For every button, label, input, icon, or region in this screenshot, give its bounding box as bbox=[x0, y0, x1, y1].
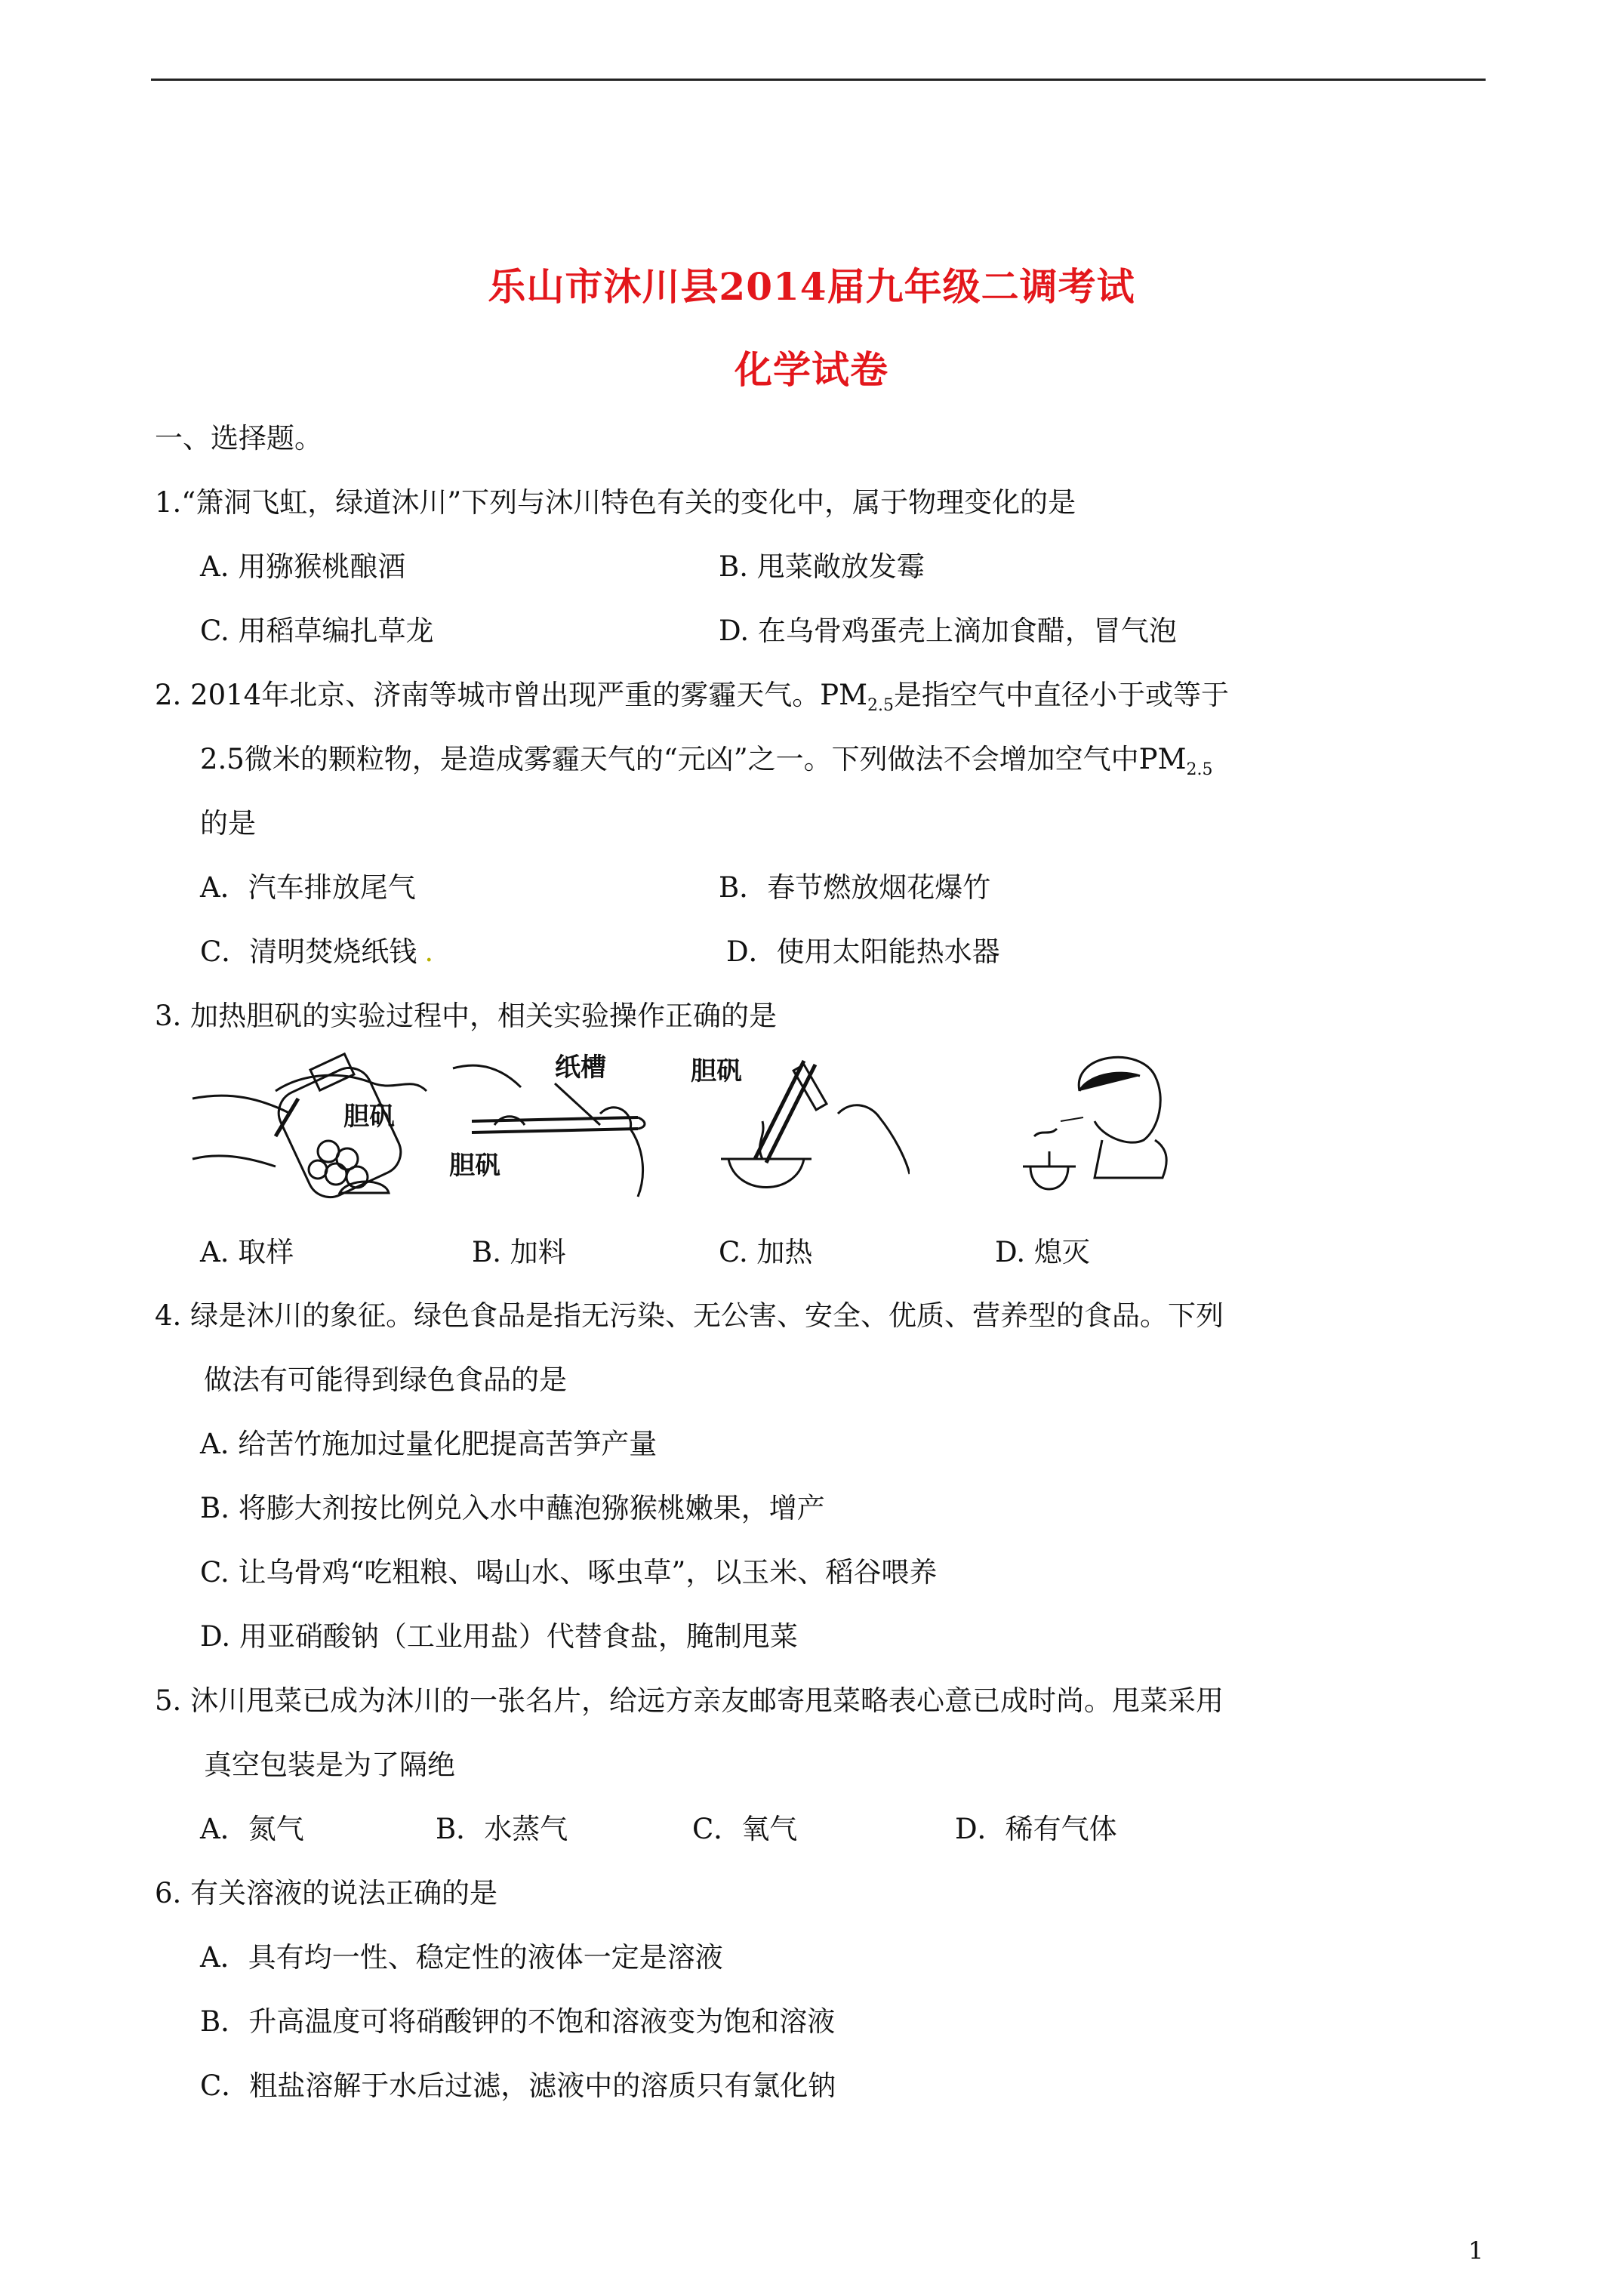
label-danfan: 胆矾 bbox=[691, 1057, 742, 1086]
q2-option-c-text: C．清明焚烧纸钱 bbox=[200, 935, 417, 968]
q3-option-b: B. 加料 bbox=[472, 1236, 566, 1268]
q3-option-a: A. 取样 bbox=[200, 1236, 294, 1268]
figure-d-extinguish bbox=[989, 1046, 1185, 1204]
q2-option-a: A．汽车排放尾气 bbox=[200, 871, 416, 904]
q5-stem-line1: 5. 沐川甩菜已成为沐川的一张名片，给远方亲友邮寄甩菜略表心意已成时尚。甩菜采用 bbox=[155, 1684, 1224, 1717]
q2-line2-text: 2.5微米的颗粒物，是造成雾霾天气的“元凶”之一。下列做法不会增加空气中PM bbox=[200, 743, 1187, 775]
q4-option-a: A. 给苦竹施加过量化肥提高苦笋产量 bbox=[200, 1428, 658, 1460]
pm-subscript: 2.5 bbox=[867, 696, 895, 715]
q1-option-b: B. 甩菜敞放发霉 bbox=[719, 550, 925, 583]
q2-option-b: B．春节燃放烟花爆竹 bbox=[719, 871, 991, 904]
page-number: 1 bbox=[1468, 2236, 1484, 2265]
section-heading: 一、选择题。 bbox=[155, 422, 322, 455]
q1-option-d: D. 在乌骨鸡蛋壳上滴加食醋，冒气泡 bbox=[719, 615, 1177, 647]
q2-stem-line3: 的是 bbox=[200, 807, 256, 840]
label-zhicao: 纸槽 bbox=[555, 1053, 606, 1082]
figure-c-heating bbox=[691, 1046, 910, 1204]
q6-option-c: C．粗盐溶解于水后过滤，滤液中的溶质只有氯化钠 bbox=[200, 2069, 836, 2102]
q4-option-b: B. 将膨大剂按比例兑入水中蘸泡猕猴桃嫩果，增产 bbox=[200, 1492, 825, 1524]
figure-b-adding bbox=[449, 1046, 653, 1204]
q4-stem-line2: 做法有可能得到绿色食品的是 bbox=[204, 1364, 567, 1396]
q1-option-a: A. 用猕猴桃酿酒 bbox=[200, 550, 406, 583]
q3-option-c: C. 加热 bbox=[719, 1236, 813, 1268]
q2-stem-line1 bbox=[155, 681, 1229, 714]
q2-option-c bbox=[200, 935, 434, 968]
q6-stem: 6. 有关溶液的说法正确的是 bbox=[155, 1877, 498, 1909]
q2-line1-tail: 是指空气中直径小于或等于 bbox=[894, 679, 1230, 711]
q2-option-d: D．使用太阳能热水器 bbox=[726, 935, 1000, 968]
q1-option-c: C. 用稻草编扎草龙 bbox=[200, 615, 434, 647]
stray-mark: . bbox=[424, 935, 434, 968]
label-danfan: 胆矾 bbox=[449, 1151, 500, 1180]
q4-option-d: D. 用亚硝酸钠（工业用盐）代替食盐，腌制甩菜 bbox=[200, 1620, 798, 1653]
exam-subtitle: 化学试卷 bbox=[735, 347, 888, 392]
q3-stem: 3. 加热胆矾的实验过程中，相关实验操作正确的是 bbox=[155, 1000, 778, 1032]
exam-title: 乐山市沐川县2014届九年级二调考试 bbox=[488, 264, 1135, 309]
q2-line1-text: 2. 2014年北京、济南等城市曾出现严重的雾霾天气。PM bbox=[155, 679, 868, 711]
q6-option-b: B．升高温度可将硝酸钾的不饱和溶液变为饱和溶液 bbox=[200, 2005, 836, 2038]
q5-option-a: A．氮气 bbox=[200, 1813, 304, 1845]
figure-a-sampling bbox=[185, 1046, 434, 1204]
pm-subscript: 2.5 bbox=[1186, 760, 1213, 779]
q1-stem: 1.“箫洞飞虹，绿道沐川”下列与沐川特色有关的变化中，属于物理变化的是 bbox=[155, 486, 1076, 519]
header-rule bbox=[151, 79, 1486, 81]
label-danfan: 胆矾 bbox=[343, 1102, 395, 1131]
q4-option-c: C. 让乌骨鸡“吃粗粮、喝山水、啄虫草”，以玉米、稻谷喂养 bbox=[200, 1556, 938, 1589]
q3-option-d: D. 熄灭 bbox=[995, 1236, 1090, 1268]
q5-option-b: B．水蒸气 bbox=[436, 1813, 568, 1845]
q4-stem-line1: 4. 绿是沐川的象征。绿色食品是指无污染、无公害、安全、优质、营养型的食品。下列 bbox=[155, 1299, 1224, 1332]
q6-option-a: A．具有均一性、稳定性的液体一定是溶液 bbox=[200, 1941, 723, 1974]
q5-option-c: C．氧气 bbox=[692, 1813, 798, 1845]
q5-option-d: D．稀有气体 bbox=[955, 1813, 1117, 1845]
q2-stem-line2 bbox=[200, 745, 1212, 778]
q5-stem-line2: 真空包装是为了隔绝 bbox=[204, 1749, 455, 1781]
